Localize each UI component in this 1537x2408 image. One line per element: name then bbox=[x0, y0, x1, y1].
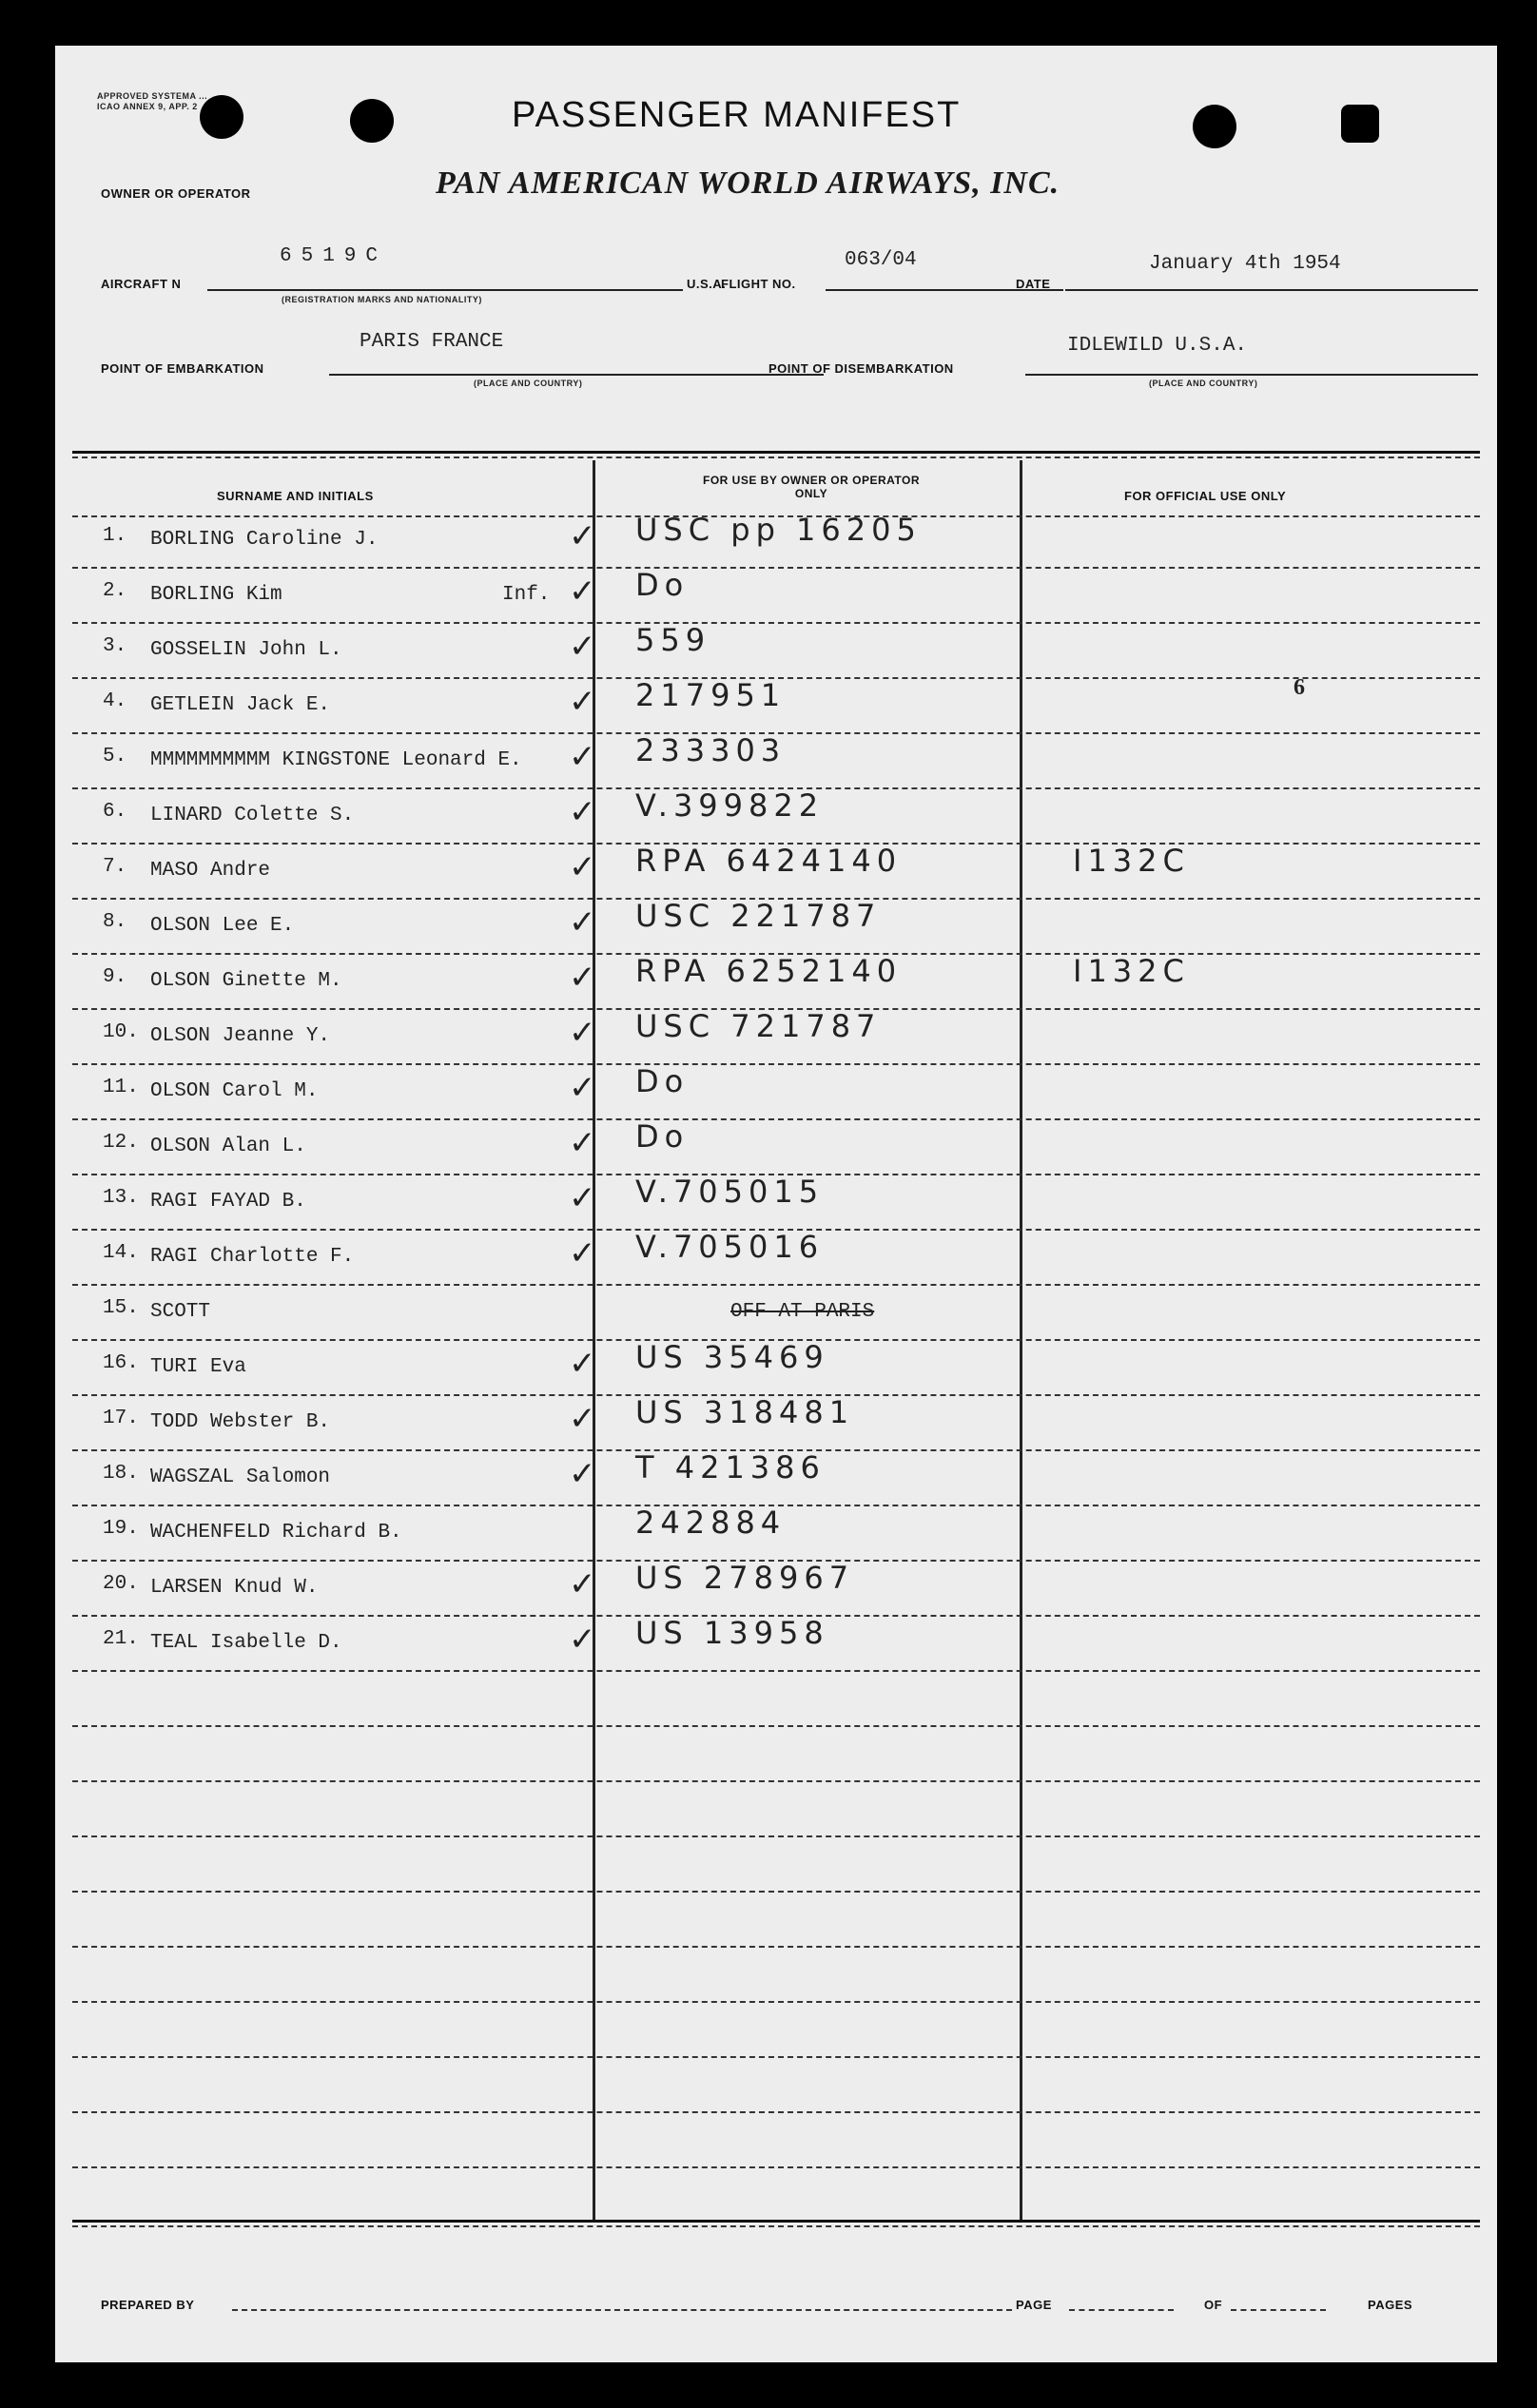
table-row bbox=[55, 1505, 1497, 1565]
row-number: 15. bbox=[103, 1297, 139, 1319]
document-number: OFF AT PARIS bbox=[730, 1301, 875, 1323]
passenger-name: TURI Eva bbox=[150, 1356, 246, 1378]
passenger-name: MASO Andre bbox=[150, 860, 271, 882]
table-top-rule-2 bbox=[72, 456, 1480, 458]
owner-label: OWNER OR OPERATOR bbox=[101, 186, 251, 201]
table-row bbox=[55, 1118, 1497, 1179]
document-number: V.705016 bbox=[635, 1229, 825, 1265]
punch-hole-center bbox=[350, 99, 394, 143]
row-rule bbox=[72, 1118, 1480, 1120]
table-row bbox=[55, 898, 1497, 959]
row-number: 9. bbox=[103, 966, 127, 988]
document-number: Do bbox=[635, 567, 690, 603]
row-number: 19. bbox=[103, 1518, 139, 1540]
row-number: 14. bbox=[103, 1242, 139, 1264]
blank-row-rule bbox=[72, 1835, 1480, 1837]
document-number: USC 721787 bbox=[635, 1008, 882, 1044]
check-mark: ✓ bbox=[569, 848, 596, 886]
table-row bbox=[55, 1615, 1497, 1676]
document-number: US 278967 bbox=[635, 1560, 855, 1596]
table-row bbox=[55, 1560, 1497, 1621]
table-bottom-rule-1 bbox=[72, 2220, 1480, 2223]
row-number: 7. bbox=[103, 856, 127, 878]
passenger-name: OLSON Alan L. bbox=[150, 1136, 306, 1157]
prepared-by-label: PREPARED BY bbox=[101, 2298, 195, 2312]
passenger-name: BORLING Caroline J. bbox=[150, 529, 379, 551]
document-number: USC pp 16205 bbox=[635, 512, 922, 548]
document-number: V.705015 bbox=[635, 1174, 825, 1210]
check-mark: ✓ bbox=[569, 1069, 596, 1107]
disembarkation-line bbox=[1025, 374, 1478, 376]
disembarkation-caption: (PLACE AND COUNTRY) bbox=[1149, 379, 1258, 388]
row-number: 18. bbox=[103, 1463, 139, 1485]
check-mark: ✓ bbox=[569, 683, 596, 721]
official-entry: I132C bbox=[1073, 953, 1190, 989]
usa-label: U.S.A. bbox=[687, 277, 727, 291]
row-number: 10. bbox=[103, 1021, 139, 1043]
table-row bbox=[55, 567, 1497, 628]
table-row bbox=[55, 1063, 1497, 1124]
row-number: 20. bbox=[103, 1573, 139, 1595]
table-row bbox=[55, 1394, 1497, 1455]
flight-value: 063/04 bbox=[845, 249, 917, 271]
page-label: PAGE bbox=[1016, 2298, 1052, 2312]
row-number: 8. bbox=[103, 911, 127, 933]
date-value: January 4th 1954 bbox=[1149, 253, 1341, 275]
document-number: US 318481 bbox=[635, 1394, 855, 1430]
document-number: 233303 bbox=[635, 732, 787, 768]
table-row bbox=[55, 732, 1497, 793]
passenger-name: RAGI Charlotte F. bbox=[150, 1246, 355, 1268]
row-rule bbox=[72, 567, 1480, 569]
document-number: USC 221787 bbox=[635, 898, 882, 934]
approval-note: APPROVED SYSTEMA ... ICAO ANNEX 9, APP. 2 bbox=[97, 91, 208, 111]
passenger-name: GOSSELIN John L. bbox=[150, 639, 342, 661]
check-mark: ✓ bbox=[569, 628, 596, 666]
passenger-name: OLSON Jeanne Y. bbox=[150, 1025, 331, 1047]
table-row bbox=[55, 1008, 1497, 1069]
passenger-name: LARSEN Knud W. bbox=[150, 1577, 319, 1599]
document-number: US 13958 bbox=[635, 1615, 829, 1651]
disembarkation-value: IDLEWILD U.S.A. bbox=[1067, 335, 1248, 357]
prepared-by-line bbox=[232, 2309, 1012, 2311]
row-rule bbox=[72, 622, 1480, 624]
passenger-name: TEAL Isabelle D. bbox=[150, 1632, 342, 1654]
check-mark: ✓ bbox=[569, 738, 596, 776]
date-label: DATE bbox=[1016, 277, 1051, 291]
disembarkation-label: POINT OF DISEMBARKATION bbox=[768, 361, 954, 376]
passenger-name: GETLEIN Jack E. bbox=[150, 694, 331, 716]
punch-hole-far-right bbox=[1341, 105, 1379, 143]
check-mark: ✓ bbox=[569, 793, 596, 831]
blank-row-rule bbox=[72, 1725, 1480, 1727]
document-number: RPA 6424140 bbox=[635, 843, 903, 879]
check-mark: ✓ bbox=[569, 1455, 596, 1493]
official-entry: I132C bbox=[1073, 843, 1190, 879]
check-mark: ✓ bbox=[569, 1014, 596, 1052]
margin-note: 6 bbox=[1294, 675, 1305, 700]
page-line bbox=[1069, 2309, 1174, 2311]
table-row bbox=[55, 843, 1497, 903]
embarkation-caption: (PLACE AND COUNTRY) bbox=[474, 379, 583, 388]
document-number: Do bbox=[635, 1118, 690, 1155]
page-title: PASSENGER MANIFEST bbox=[512, 95, 962, 135]
check-mark: ✓ bbox=[569, 1234, 596, 1272]
flight-label: FLIGHT NO. bbox=[721, 277, 796, 291]
table-row bbox=[55, 512, 1497, 573]
embarkation-value: PARIS FRANCE bbox=[360, 331, 504, 353]
row-number: 17. bbox=[103, 1408, 139, 1429]
blank-row-rule bbox=[72, 1891, 1480, 1893]
row-number: 4. bbox=[103, 690, 127, 712]
infant-mark: Inf. bbox=[502, 584, 551, 606]
punch-hole-right bbox=[1193, 105, 1236, 148]
table-row bbox=[55, 622, 1497, 683]
check-mark: ✓ bbox=[569, 1345, 596, 1383]
document-number: US 35469 bbox=[635, 1339, 829, 1375]
check-mark: ✓ bbox=[569, 517, 596, 555]
blank-row-rule bbox=[72, 2001, 1480, 2003]
row-number: 16. bbox=[103, 1352, 139, 1374]
table-top-rule-1 bbox=[72, 451, 1480, 454]
manifest-sheet bbox=[55, 46, 1497, 2362]
row-number: 2. bbox=[103, 580, 127, 602]
row-rule bbox=[72, 1063, 1480, 1065]
table-row bbox=[55, 677, 1497, 738]
row-number: 5. bbox=[103, 746, 127, 767]
row-number: 6. bbox=[103, 801, 127, 823]
row-number: 11. bbox=[103, 1077, 139, 1098]
embarkation-line bbox=[329, 374, 824, 376]
aircraft-label: AIRCRAFT N bbox=[101, 277, 182, 291]
table-row bbox=[55, 1174, 1497, 1234]
embarkation-label: POINT OF EMBARKATION bbox=[101, 361, 264, 376]
check-mark: ✓ bbox=[569, 959, 596, 997]
blank-row-rule bbox=[72, 1946, 1480, 1948]
pages-label: PAGES bbox=[1368, 2298, 1413, 2312]
passenger-name: LINARD Colette S. bbox=[150, 805, 355, 826]
table-row bbox=[55, 953, 1497, 1014]
document-number: V.399822 bbox=[635, 787, 825, 824]
passenger-name: MMMMMMMMMM KINGSTONE Leonard E. bbox=[150, 749, 522, 771]
passenger-name: WACHENFELD Richard B. bbox=[150, 1522, 402, 1544]
date-line bbox=[1065, 289, 1478, 291]
document-number: T 421386 bbox=[635, 1449, 826, 1486]
check-mark: ✓ bbox=[569, 573, 596, 611]
row-number: 3. bbox=[103, 635, 127, 657]
check-mark: ✓ bbox=[569, 903, 596, 942]
blank-row-rule bbox=[72, 2111, 1480, 2113]
passenger-name: RAGI FAYAD B. bbox=[150, 1191, 306, 1213]
operator-name: PAN AMERICAN WORLD AIRWAYS, INC. bbox=[436, 165, 1060, 201]
document-number: Do bbox=[635, 1063, 690, 1099]
document-number: 559 bbox=[635, 622, 711, 658]
official-column-header: FOR OFFICIAL USE ONLY bbox=[1124, 489, 1287, 503]
aircraft-value: 6519C bbox=[280, 245, 388, 267]
of-line bbox=[1231, 2309, 1326, 2311]
check-mark: ✓ bbox=[569, 1124, 596, 1162]
table-row bbox=[55, 1339, 1497, 1400]
passenger-name: SCOTT bbox=[150, 1301, 211, 1323]
check-mark: ✓ bbox=[569, 1179, 596, 1217]
blank-row-rule bbox=[72, 1780, 1480, 1782]
table-row bbox=[55, 1229, 1497, 1290]
of-label: OF bbox=[1204, 2298, 1223, 2312]
check-mark: ✓ bbox=[569, 1400, 596, 1438]
document-number: 217951 bbox=[635, 677, 787, 713]
passenger-name: BORLING Kim bbox=[150, 584, 282, 606]
document-number: RPA 6252140 bbox=[635, 953, 903, 989]
passenger-name: OLSON Lee E. bbox=[150, 915, 295, 937]
passenger-name: OLSON Carol M. bbox=[150, 1080, 319, 1102]
row-rule bbox=[72, 1284, 1480, 1286]
passenger-name: WAGSZAL Salomon bbox=[150, 1466, 331, 1488]
row-number: 12. bbox=[103, 1132, 139, 1154]
table-row bbox=[55, 1290, 1497, 1345]
passenger-name: OLSON Ginette M. bbox=[150, 970, 342, 992]
blank-row-rule bbox=[72, 2056, 1480, 2058]
check-mark: ✓ bbox=[569, 1621, 596, 1659]
table-bottom-rule-2 bbox=[72, 2225, 1480, 2227]
document-number: 242884 bbox=[635, 1505, 787, 1541]
row-number: 13. bbox=[103, 1187, 139, 1209]
aircraft-line bbox=[207, 289, 683, 291]
blank-row-rule bbox=[72, 2166, 1480, 2168]
row-number: 21. bbox=[103, 1628, 139, 1650]
row-number: 1. bbox=[103, 525, 127, 547]
table-row bbox=[55, 1449, 1497, 1510]
passenger-name: TODD Webster B. bbox=[150, 1411, 331, 1433]
row-rule bbox=[72, 1670, 1480, 1672]
table-row bbox=[55, 787, 1497, 848]
owner-column-header: FOR USE BY OWNER OR OPERATOR ONLY bbox=[702, 474, 921, 500]
registration-caption: (REGISTRATION MARKS AND NATIONALITY) bbox=[282, 295, 482, 304]
surname-column-header: SURNAME AND INITIALS bbox=[217, 489, 374, 503]
check-mark: ✓ bbox=[569, 1565, 596, 1603]
